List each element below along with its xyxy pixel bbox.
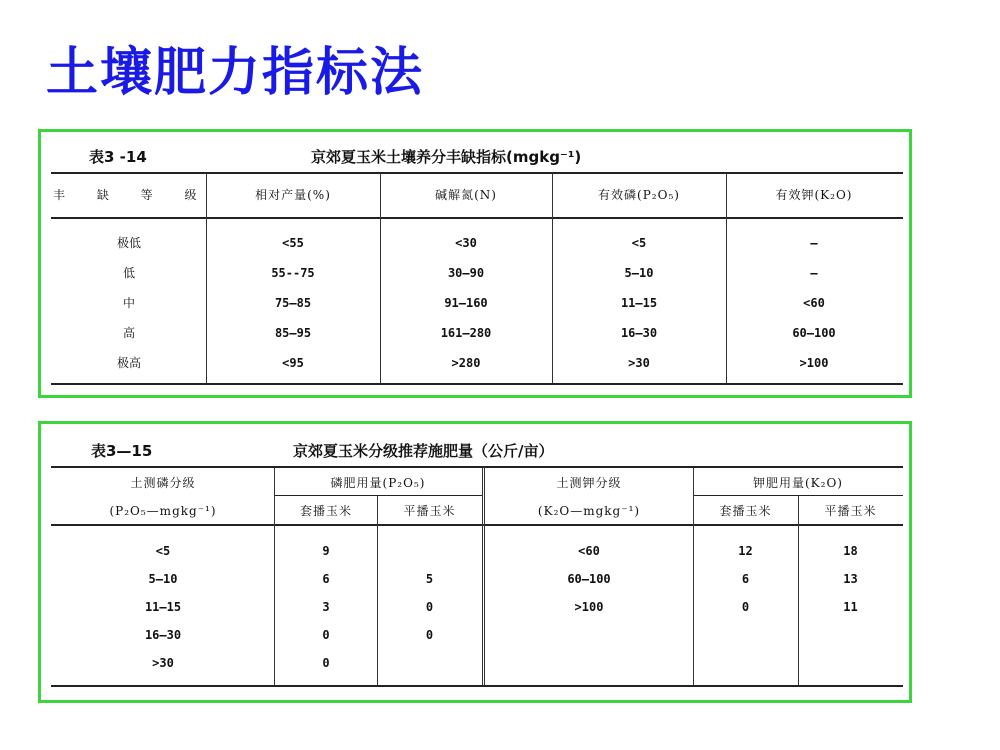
header-rule [51, 217, 903, 219]
cell-k-interplant: 12 [738, 544, 753, 558]
cell-k-interplant: 6 [741, 572, 750, 586]
header-potassium: 有效钾(K₂O) [775, 188, 853, 202]
header-k-grade-unit: (K₂O—mgkg⁻¹) [537, 504, 641, 518]
table-3-14-frame [38, 129, 912, 398]
cell-p-grade: >30 [152, 656, 174, 670]
column-divider [377, 496, 378, 685]
cell-p-flatplant: 0 [425, 600, 434, 614]
top-rule [51, 172, 903, 174]
cell-k-grade: <60 [578, 544, 600, 558]
top-rule [51, 466, 903, 468]
header-phosphorus: 有效磷(P₂O₅) [598, 188, 680, 202]
header-k-fert: 钾肥用量(K₂O) [753, 476, 843, 490]
row-grade: 高 [122, 326, 135, 340]
slide-title: 土壤肥力指标法 [46, 43, 425, 103]
header-interplant: 套播玉米 [719, 504, 772, 518]
bottom-rule [51, 383, 903, 385]
table-title: 京郊夏玉米分级推荐施肥量（公斤/亩） [293, 442, 554, 460]
cell-k-grade: >100 [574, 600, 604, 614]
cell-yield: 75—85 [274, 296, 312, 310]
subheader-rule [274, 495, 482, 496]
row-grade: 低 [122, 266, 135, 280]
row-grade: 极低 [116, 236, 141, 250]
cell-k: — [810, 266, 818, 280]
cell-n: 30—90 [447, 266, 485, 280]
cell-n: >280 [451, 356, 481, 370]
header-flatplant: 平播玉米 [824, 504, 877, 518]
row-grade: 中 [122, 296, 135, 310]
cell-k: <60 [803, 296, 825, 310]
header-flatplant: 平播玉米 [403, 504, 456, 518]
cell-n: 161—280 [440, 326, 492, 340]
cell-n: <30 [455, 236, 477, 250]
cell-n: 91—160 [444, 296, 488, 310]
header-interplant: 套播玉米 [299, 504, 352, 518]
cell-p-interplant: 3 [322, 600, 330, 614]
cell-p-interplant: 0 [322, 628, 330, 642]
row-grade: 极高 [116, 356, 141, 370]
cell-p-interplant: 6 [322, 572, 330, 586]
cell-p-flatplant: 5 [425, 572, 434, 586]
cell-p-grade: <5 [155, 544, 171, 558]
cell-yield: <95 [282, 356, 304, 370]
cell-k: 60—100 [792, 326, 836, 340]
cell-p: 11—15 [620, 296, 658, 310]
cell-p: 5—10 [624, 266, 654, 280]
header-p-fert: 磷肥用量(P₂O₅) [330, 476, 426, 490]
cell-k-flatplant: 13 [843, 572, 858, 586]
header-p-grade-unit: (P₂O₅—mgkg⁻¹) [109, 504, 217, 518]
cell-p: >30 [628, 356, 650, 370]
cell-p-grade: 5—10 [148, 572, 178, 586]
table-label: 表3 -14 [89, 148, 147, 166]
cell-p: 16—30 [620, 326, 658, 340]
cell-k: >100 [799, 356, 829, 370]
cell-k-interplant: 0 [741, 600, 750, 614]
cell-p-grade: 11—15 [144, 600, 182, 614]
cell-p-flatplant: 0 [425, 628, 434, 642]
cell-p: <5 [631, 236, 647, 250]
header-grade: 丰 缺 等 级 [53, 188, 211, 202]
cell-p-interplant: 0 [322, 656, 330, 670]
cell-k-grade: 60—100 [567, 572, 611, 586]
header-rule [51, 524, 903, 526]
table-label: 表3—15 [91, 442, 153, 460]
header-relative-yield: 相对产量(%) [255, 188, 331, 202]
cell-yield: 55--75 [271, 266, 315, 280]
cell-p-interplant: 9 [322, 544, 330, 558]
table-title: 京郊夏玉米土壤养分丰缺指标(mgkg⁻¹) [311, 148, 582, 166]
cell-yield: <55 [282, 236, 304, 250]
header-nitrogen: 碱解氮(N) [435, 188, 497, 202]
cell-p-grade: 16—30 [144, 628, 182, 642]
cell-k-flatplant: 11 [843, 600, 858, 614]
cell-k-flatplant: 18 [843, 544, 858, 558]
cell-yield: 85—95 [274, 326, 312, 340]
header-p-grade: 土测磷分级 [130, 476, 196, 490]
cell-k: — [810, 236, 818, 250]
bottom-rule [51, 685, 903, 687]
table-3-15-frame [38, 421, 912, 703]
column-divider [482, 467, 485, 685]
column-divider [798, 496, 799, 685]
header-k-grade: 土测钾分级 [556, 476, 622, 490]
